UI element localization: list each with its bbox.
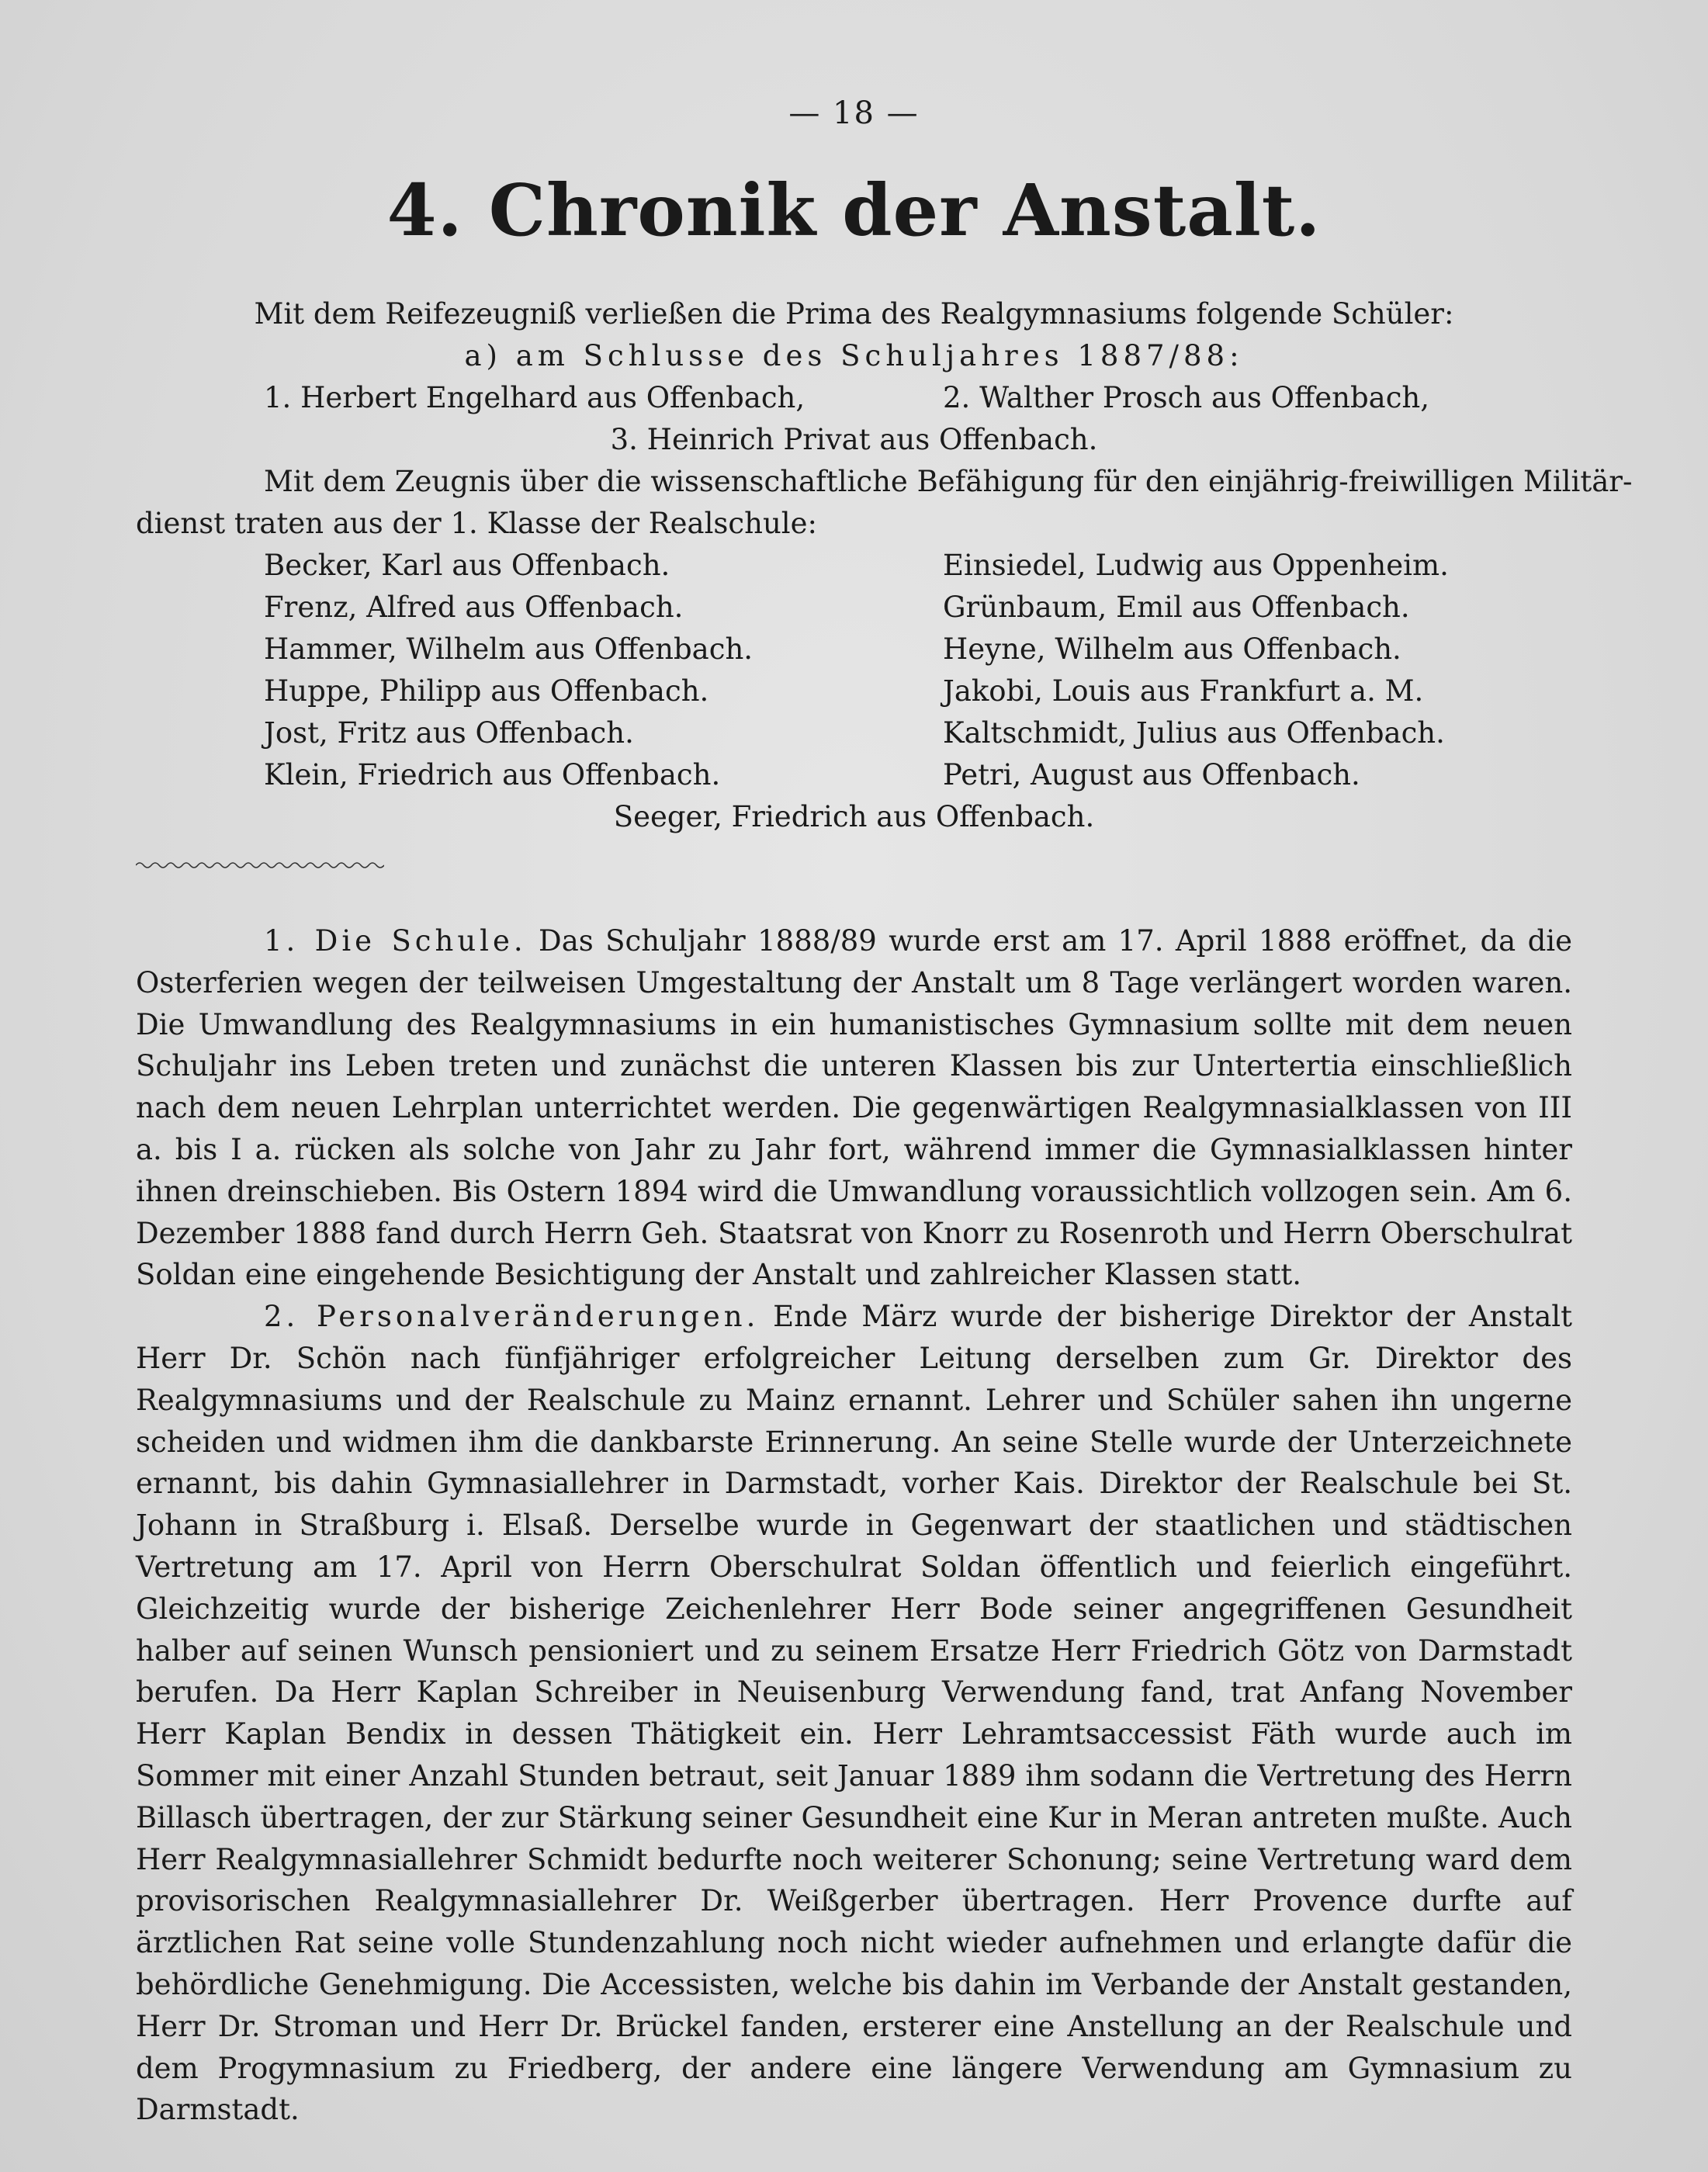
section-heading: 2. Personalveränderungen. (264, 1300, 760, 1334)
list-item (136, 712, 1572, 754)
graduates-row (136, 377, 1572, 419)
student-list (136, 545, 1572, 796)
section-personnel (136, 1296, 1572, 2131)
section-text: Ende März wurde der bisherige Direktor der Anstalt Herr Dr. Schön nach fünfjähriger erfolgreicher Leitung derselben zum Gr. Direktor des Realgymnasiums und der Realschule zu Mainz ernannt. Lehrer und Schüler sahen ihn ungerne scheiden und widmen ihm die dankbarste Erinnerung. An seine Stelle wurde der Unterzeichnete ernannt, bis dahin Gymnasiallehrer in Darmstadt, vorher Kais. Direktor der Realschule bei St. Johann in Straßburg i. Elsaß. Derselbe wurde in Gegenwart der staatlichen und städtischen Vertretung am 17. April von Herrn Oberschulrat Soldan öffentlich und feierlich eingeführt. Gleichzeitig wurde der bisherige Zeichenlehrer Herr Bode seiner angegriffenen Gesundheit halber auf seinen Wunsch pensioniert und zu seinem Ersatze Herr Friedrich Götz von Darmstadt berufen. Da Herr Kaplan Schreiber in Neuisenburg Verwendung fand, trat Anfang November Herr Kaplan Bendix in dessen Thätigkeit ein. Herr Lehramtsaccessist Fäth wurde auch im Sommer mit einer Anzahl Stunden betraut, seit Januar 1889 ihm sodann die Vertretung des Herrn Billasch übertragen, der zur Stärkung seiner Gesundheit eine Kur in Meran antreten mußte. Auch Herr Realgymnasiallehrer Schmidt bedurfte noch weiterer Schonung; seine Vertretung ward dem provisorischen Realgymnasiallehrer Dr. Weißgerber übertragen. Herr Provence durfte auf ärztlichen Rat seine volle Stundenzahlung noch nicht wieder aufnehmen und erlangte dafür die behördliche Genehmigung. Die Accessisten, welche bis dahin im Verbande der Anstalt gestanden, Herr Dr. Stroman und Herr Dr. Brückel fanden, ersterer eine Anstellung an der Realschule und dem Progymnasium zu Friedberg, der andere eine längere Verwendung am Gymnasium zu Darmstadt. (136, 1300, 1572, 2127)
graduate-2: 2. Walther Prosch aus Offenbach, (943, 381, 1430, 414)
student-name: Becker, Karl aus Offenbach. (264, 549, 670, 582)
list-item (136, 587, 1572, 629)
page-number: — 18 — (788, 95, 920, 131)
list-item (136, 545, 1572, 587)
student-name: Hammer, Wilhelm aus Offenbach. (264, 632, 754, 666)
student-name: Grünbaum, Emil aus Offenbach. (943, 591, 1410, 624)
student-name-last: Seeger, Friedrich aus Offenbach. (613, 800, 1095, 833)
graduate-3: 3. Heinrich Privat aus Offenbach. (610, 423, 1098, 456)
section-heading: 1. Die Schule. (264, 924, 527, 958)
student-name: Huppe, Philipp aus Offenbach. (264, 674, 709, 708)
student-name: Einsiedel, Ludwig aus Oppenheim. (943, 549, 1449, 582)
list-item (136, 670, 1572, 712)
student-name: Kaltschmidt, Julius aus Offenbach. (943, 716, 1445, 750)
student-name: Klein, Friedrich aus Offenbach. (264, 758, 721, 792)
graduate-1: 1. Herbert Engelhard aus Offenbach, (264, 381, 805, 414)
section-school (136, 920, 1572, 1296)
student-name: Heyne, Wilhelm aus Offenbach. (943, 632, 1401, 666)
student-name: Jost, Fritz aus Offenbach. (264, 716, 634, 750)
list-item (136, 754, 1572, 796)
zeugnis-line: Mit dem Zeugnis über die wissenschaftliche Befähigung für den einjährig-freiwilligen Militär- (264, 465, 1633, 498)
ornament-divider (136, 860, 384, 871)
page-title: 4. Chronik der Anstalt. (386, 168, 1322, 252)
section-text: Das Schuljahr 1888/89 wurde erst am 17. April 1888 eröffnet, da die Osterferien wegen der teilweisen Umgestaltung der Anstalt um 8 Tage verlängert worden waren. Die Umwandlung des Realgymnasiums in ein humanistisches Gymnasium sollte mit dem neuen Schuljahr ins Leben treten und zunächst die unteren Klassen bis zur Untertertia einschließlich nach dem neuen Lehrplan unterrichtet werden. Die gegenwärtigen Realgymnasialklassen von III a. bis I a. rücken als solche von Jahr zu Jahr fort, während immer die Gymnasialklassen hinter ihnen dreinschieben. Bis Ostern 1894 wird die Umwandlung voraussichtlich vollzogen sein. Am 6. Dezember 1888 fand durch Herrn Geh. Staatsrat von Knorr zu Rosenroth und Herrn Oberschulrat Soldan eine eingehende Besichtigung der Anstalt und zahlreicher Klassen statt. (136, 924, 1572, 1292)
student-name: Frenz, Alfred aus Offenbach. (264, 591, 684, 624)
list-item (136, 629, 1572, 670)
intro-line: Mit dem Reifezeugniß verließen die Prima des Realgymnasiums folgende Schüler: (254, 297, 1454, 331)
student-name: Jakobi, Louis aus Frankfurt a. M. (943, 674, 1424, 708)
zeugnis-line-continued: dienst traten aus der 1. Klasse der Realschule: (136, 507, 817, 540)
intro-subheading: a) am Schlusse des Schuljahres 1887/88: (464, 339, 1244, 372)
student-name: Petri, August aus Offenbach. (943, 758, 1360, 792)
